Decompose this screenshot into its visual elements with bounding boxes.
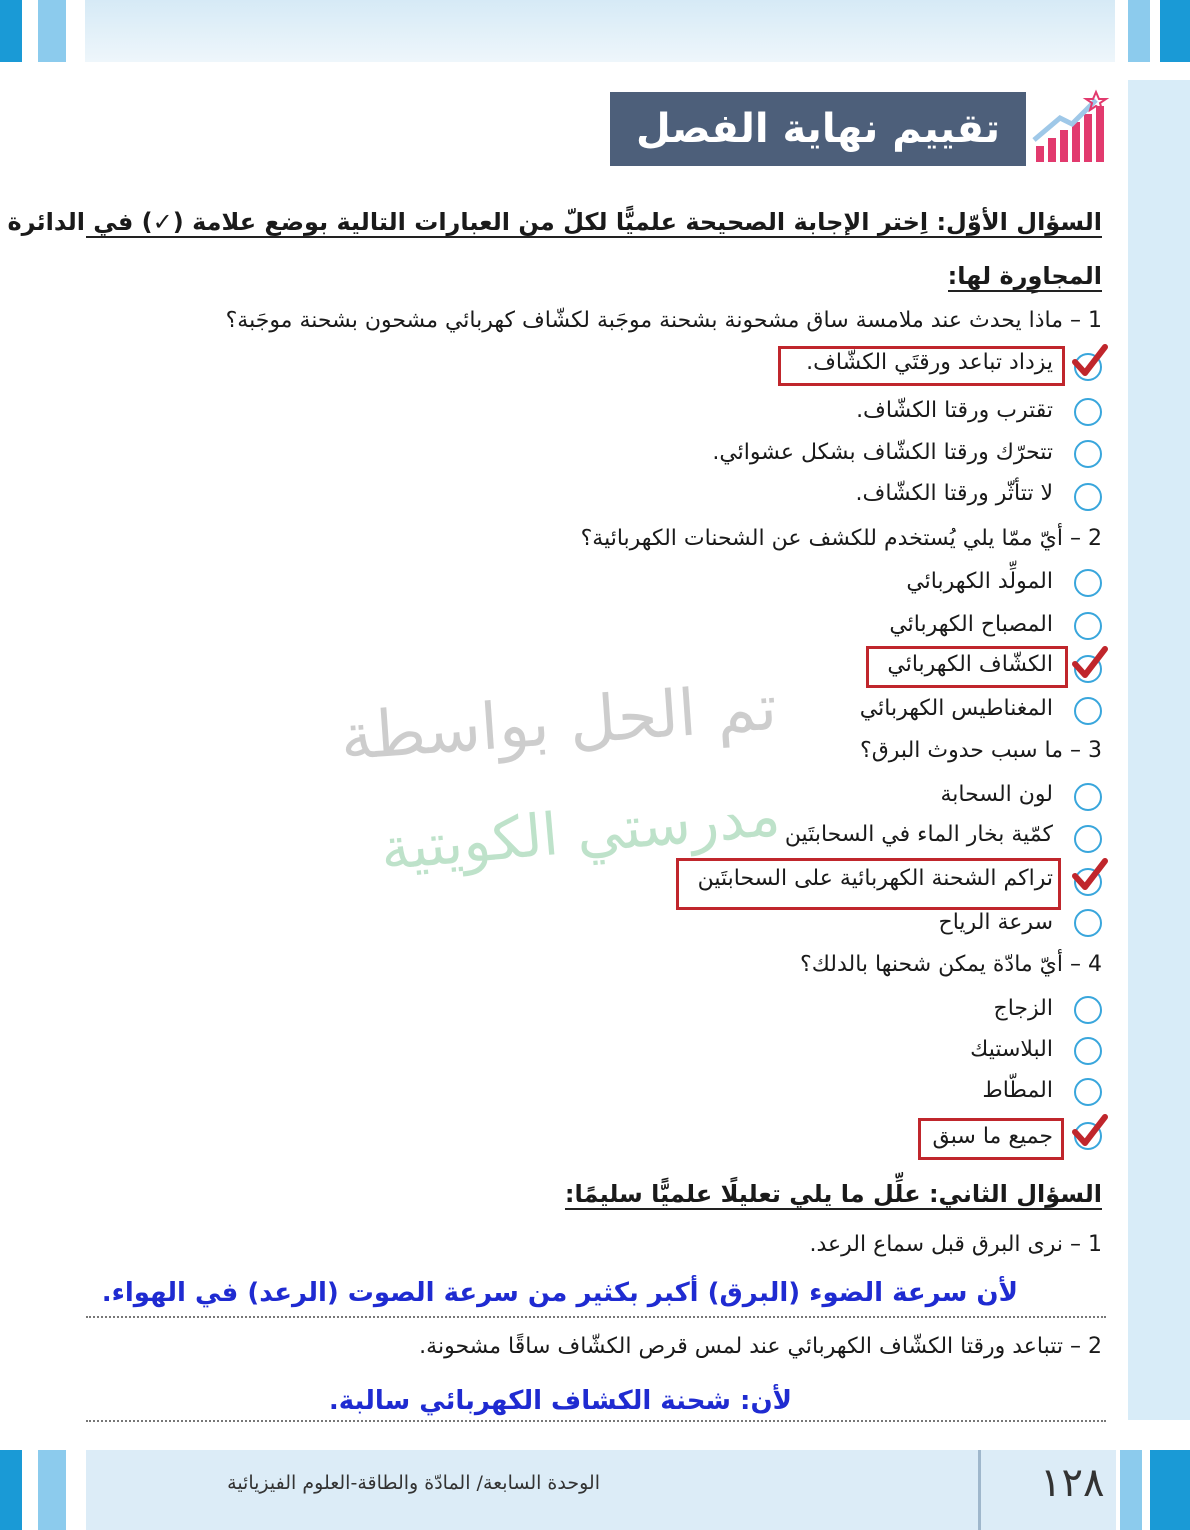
option-label: البلاستيك: [970, 1037, 1053, 1062]
footer-divider: [978, 1450, 981, 1530]
question-1-heading-cont: المجاوِرة لها:: [947, 262, 1102, 290]
option-label: تتحرّك ورقتا الكشّاف بشكل عشوائي.: [712, 440, 1053, 465]
header-stripe: [1128, 0, 1150, 62]
question-2-item-1: 1 – نرى البرق قبل سماع الرعد.: [809, 1232, 1102, 1257]
page-number: ١٢٨: [1040, 1460, 1105, 1506]
option-label: المغناطيس الكهربائي: [859, 696, 1053, 721]
question-item-2: 2 – أيّ ممّا يلي يُستخدم للكشف عن الشحنات الكهربائية؟: [580, 526, 1102, 551]
side-strip: [1128, 80, 1190, 1420]
footer-stripe: [1120, 1450, 1142, 1530]
header-stripe: [1160, 0, 1190, 62]
option-label: جميع ما سبق: [932, 1124, 1053, 1149]
option-label: لا تتأثّر ورقتا الكشّاف.: [855, 481, 1053, 506]
watermark-line-1: تم الحل بواسطة: [337, 670, 780, 776]
question-item-4: 4 – أيّ مادّة يمكن شحنها بالدلك؟: [800, 952, 1102, 977]
option-label: لون السحابة: [940, 782, 1053, 807]
header-band: [85, 0, 1115, 62]
footer-stripe: [0, 1450, 22, 1530]
option-label: تقترب ورقتا الكشّاف.: [856, 398, 1053, 423]
option-radio[interactable]: [1074, 612, 1102, 640]
option-label: يزداد تباعد ورقتَي الكشّاف.: [806, 350, 1053, 375]
question-2-item-2: 2 – تتباعد ورقتا الكشّاف الكهربائي عند لمس قرص الكشّاف ساقًا مشحونة.: [419, 1334, 1102, 1359]
option-radio[interactable]: [1074, 783, 1102, 811]
option-label: سرعة الرياح: [938, 910, 1053, 935]
header-stripe: [0, 0, 22, 62]
page-title: تقييم نهاية الفصل: [610, 92, 1026, 166]
option-radio[interactable]: [1074, 483, 1102, 511]
option-label: كمّية بخار الماء في السحابتَين: [784, 822, 1053, 847]
option-label: المصباح الكهربائي: [889, 612, 1053, 637]
checkmark-icon: [1072, 646, 1108, 680]
option-label: المطّاط: [982, 1078, 1053, 1103]
option-radio[interactable]: [1074, 440, 1102, 468]
option-label: المولِّد الكهربائي: [906, 569, 1053, 594]
checkmark-icon: [1072, 1114, 1108, 1148]
checkmark-icon: [1072, 344, 1108, 378]
option-radio[interactable]: [1074, 1037, 1102, 1065]
option-label: تراكم الشحنة الكهربائية على السحابتَين: [697, 866, 1053, 891]
checkmark-icon: [1072, 858, 1108, 892]
question-2-heading: السؤال الثاني: علِّل ما يلي تعليلًا علميًّا سليمًا:: [564, 1180, 1102, 1208]
answer-line: [86, 1316, 1106, 1318]
option-label: الكشّاف الكهربائي: [887, 652, 1053, 677]
question-item-3: 3 – ما سبب حدوث البرق؟: [860, 738, 1102, 763]
answer-text: لأن سرعة الضوء (البرق) أكبر بكثير من سرعة الصوت (الرعد) في الهواء.: [101, 1278, 1018, 1308]
footer-stripe: [38, 1450, 66, 1530]
answer-line: [86, 1420, 1106, 1422]
option-radio[interactable]: [1074, 996, 1102, 1024]
option-label: الزجاج: [993, 996, 1053, 1021]
watermark-line-2: مدرستي الكويتية: [377, 780, 783, 884]
question-1-heading: السؤال الأوّل: اِختر الإجابة الصحيحة علميًّا لكلّ من العبارات التالية بوضع علامة (✓) في الدائرة: [7, 208, 1102, 236]
footer-unit-title: الوحدة السابعة/ المادّة والطاقة-العلوم الفيزيائية: [227, 1472, 600, 1494]
option-radio[interactable]: [1074, 1078, 1102, 1106]
option-radio[interactable]: [1074, 909, 1102, 937]
option-radio[interactable]: [1074, 825, 1102, 853]
header-stripe: [38, 0, 66, 62]
question-item-1: 1 – ماذا يحدث عند ملامسة ساق مشحونة بشحنة موجَبة لكشّاف كهربائي مشحون بشحنة موجَبة؟: [225, 308, 1102, 333]
option-radio[interactable]: [1074, 697, 1102, 725]
option-radio[interactable]: [1074, 398, 1102, 426]
growth-chart-icon: [1030, 88, 1110, 168]
option-radio[interactable]: [1074, 569, 1102, 597]
footer-stripe: [1150, 1450, 1190, 1530]
answer-text: لأن: شحنة الكشاف الكهربائي سالبة.: [328, 1386, 792, 1416]
